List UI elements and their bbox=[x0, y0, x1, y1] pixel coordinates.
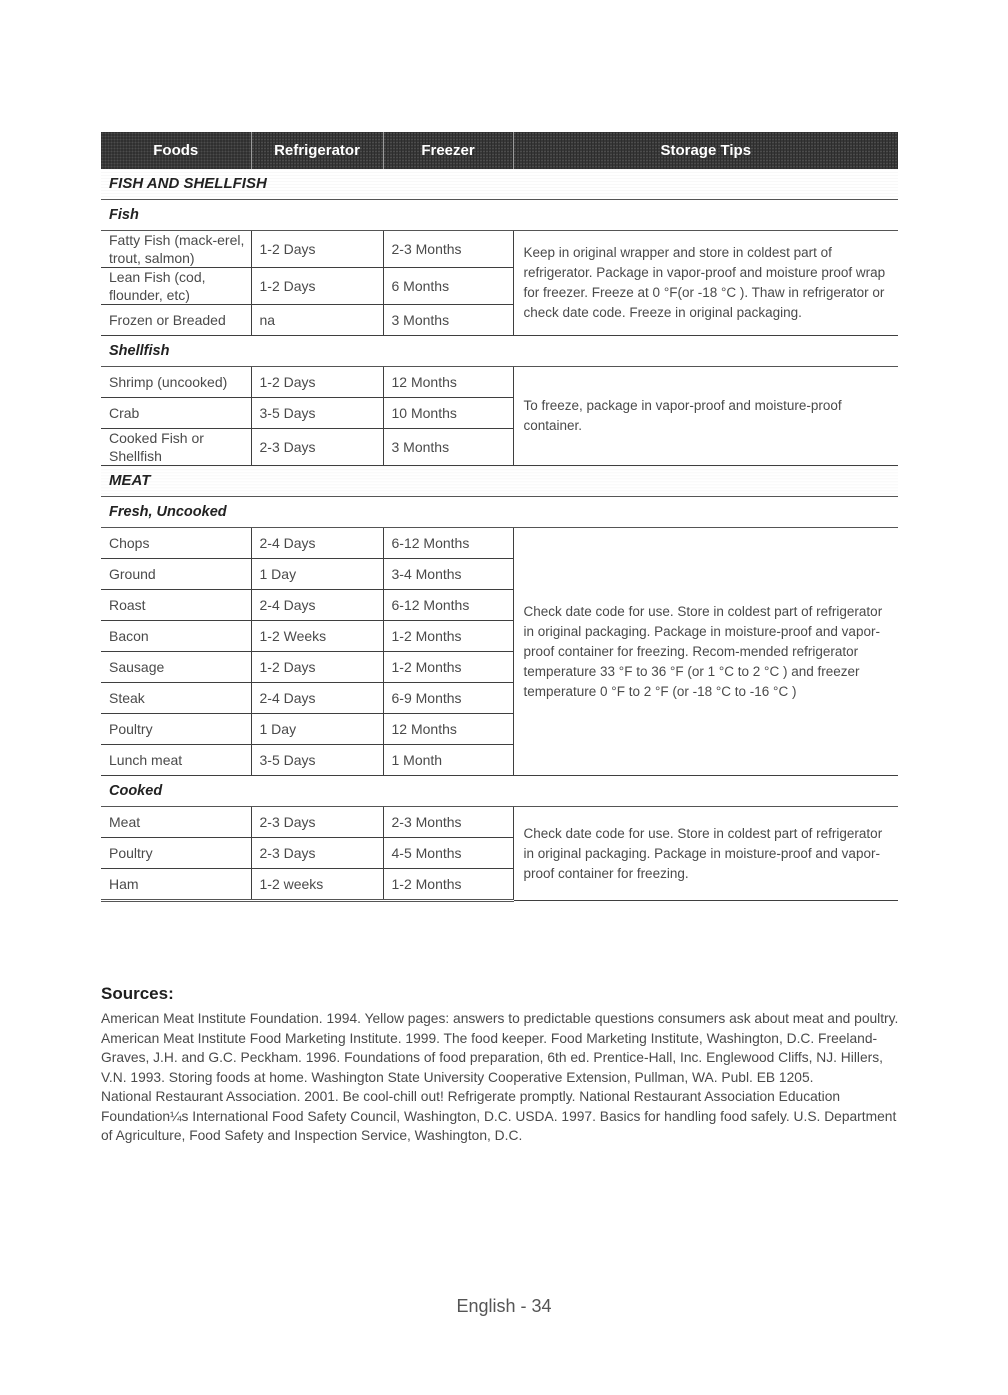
freezer-cell: 12 Months bbox=[383, 714, 513, 745]
food-cell: Lunch meat bbox=[101, 745, 251, 776]
refrigerator-cell: 1-2 Days bbox=[251, 231, 383, 268]
group-row bbox=[101, 336, 898, 367]
food-storage-table bbox=[101, 132, 898, 902]
refrigerator-cell: 1-2 Days bbox=[251, 652, 383, 683]
refrigerator-cell: na bbox=[251, 305, 383, 336]
freezer-cell: 6-12 Months bbox=[383, 590, 513, 621]
food-cell: Bacon bbox=[101, 621, 251, 652]
freezer-cell: 6-9 Months bbox=[383, 683, 513, 714]
freezer-cell: 6-12 Months bbox=[383, 528, 513, 559]
refrigerator-cell: 2-4 Days bbox=[251, 528, 383, 559]
freezer-cell: 1-2 Months bbox=[383, 621, 513, 652]
table-header-row bbox=[101, 132, 898, 169]
sources-paragraph: American Meat Institute Foundation. 1994. Yellow pages: answers to predictable questions consumers ask about meat and poultry. American Meat Institute Food Marketing Institute. 1999. The food keeper. Food Marketing Institute, Washington, D.C. Freeland-Graves, J.H. and G.C. Peckham. 1996. Foundations of food preparation, 6th ed. Prentice-Hall, Inc. Englewood Cliffs, NJ. Hillers, V.N. 1993. Storing foods at home. Washington State University Cooperative Extension, Pullman, WA. Publ. EB 1205. bbox=[101, 1011, 899, 1085]
refrigerator-cell: 1-2 Weeks bbox=[251, 621, 383, 652]
refrigerator-cell: 3-5 Days bbox=[251, 398, 383, 429]
food-cell: Poultry bbox=[101, 714, 251, 745]
group-row bbox=[101, 200, 898, 231]
header-storage-tips: Storage Tips bbox=[513, 132, 898, 169]
storage-tip-cell: Check date code for use. Store in coldest part of refrigerator in original packaging. Package in moisture-proof and vapor-proof container for freezing. Recom-mended refrigerator temperature 33 °F to 36 °F (or 1 °C to 2 °C ) and freezer temperature 0 °F to 2 °F (or -18 °C to -16 °C ) bbox=[513, 528, 898, 776]
food-cell: Meat bbox=[101, 807, 251, 838]
refrigerator-cell: 1 Day bbox=[251, 714, 383, 745]
food-cell: Ground bbox=[101, 559, 251, 590]
freezer-cell: 6 Months bbox=[383, 268, 513, 305]
freezer-cell: 10 Months bbox=[383, 398, 513, 429]
section-title-meat: MEAT bbox=[101, 466, 898, 497]
header-foods: Foods bbox=[101, 132, 251, 169]
freezer-cell: 12 Months bbox=[383, 367, 513, 398]
section-title-fish-and-shellfish: FISH AND SHELLFISH bbox=[101, 169, 898, 200]
group-title-shellfish: Shellfish bbox=[101, 336, 898, 367]
storage-tip-cell: Keep in original wrapper and store in coldest part of refrigerator. Package in vapor-proof and moisture proof wrap for freezer. Freeze at 0 °F(or -18 °C ). Thaw in refrigerator or check date code. Freeze in original packaging. bbox=[513, 231, 898, 336]
food-cell: Poultry bbox=[101, 838, 251, 869]
group-row bbox=[101, 776, 898, 807]
sources-heading: Sources: bbox=[101, 984, 174, 1003]
freezer-cell: 3-4 Months bbox=[383, 559, 513, 590]
food-cell: Chops bbox=[101, 528, 251, 559]
food-cell: Ham bbox=[101, 869, 251, 901]
refrigerator-cell: 3-5 Days bbox=[251, 745, 383, 776]
food-cell: Steak bbox=[101, 683, 251, 714]
table-row bbox=[101, 367, 898, 398]
food-cell: Shrimp (uncooked) bbox=[101, 367, 251, 398]
page-number: English - 34 bbox=[456, 1296, 552, 1316]
food-cell: Fatty Fish (mack-erel, trout, salmon) bbox=[101, 231, 251, 268]
header-refrigerator: Refrigerator bbox=[251, 132, 383, 169]
group-title-fresh-uncooked: Fresh, Uncooked bbox=[101, 497, 898, 528]
refrigerator-cell: 1-2 Days bbox=[251, 367, 383, 398]
table-row bbox=[101, 231, 898, 268]
sources-block bbox=[101, 984, 901, 1146]
storage-tip-cell: Check date code for use. Store in coldest part of refrigerator in original packaging. Package in moisture-proof and vapor-proof container for freezing. bbox=[513, 807, 898, 901]
refrigerator-cell: 1-2 weeks bbox=[251, 869, 383, 901]
freezer-cell: 4-5 Months bbox=[383, 838, 513, 869]
storage-tip-cell: To freeze, package in vapor-proof and moisture-proof container. bbox=[513, 367, 898, 466]
food-cell: Cooked Fish or Shellfish bbox=[101, 429, 251, 466]
freezer-cell: 1-2 Months bbox=[383, 869, 513, 901]
freezer-cell: 3 Months bbox=[383, 305, 513, 336]
sources-paragraph: National Restaurant Association. 2001. Be cool-chill out! Refrigerate promptly. National Restaurant Association Education Foundation¼s International Food Safety Council, Washington, D.C. USDA. 1997. Basics for handling food safely. U.S. Department of Agriculture, Food Safety and Inspection Service, Washington, D.C. bbox=[101, 1089, 897, 1143]
food-cell: Lean Fish (cod, flounder, etc) bbox=[101, 268, 251, 305]
refrigerator-cell: 1-2 Days bbox=[251, 268, 383, 305]
refrigerator-cell: 2-3 Days bbox=[251, 838, 383, 869]
table-row bbox=[101, 807, 898, 838]
refrigerator-cell: 2-3 Days bbox=[251, 807, 383, 838]
group-title-fish: Fish bbox=[101, 200, 898, 231]
section-row bbox=[101, 466, 898, 497]
freezer-cell: 3 Months bbox=[383, 429, 513, 466]
freezer-cell: 1 Month bbox=[383, 745, 513, 776]
refrigerator-cell: 2-4 Days bbox=[251, 590, 383, 621]
refrigerator-cell: 2-3 Days bbox=[251, 429, 383, 466]
food-cell: Frozen or Breaded bbox=[101, 305, 251, 336]
freezer-cell: 2-3 Months bbox=[383, 231, 513, 268]
section-row bbox=[101, 169, 898, 200]
food-cell: Sausage bbox=[101, 652, 251, 683]
group-row bbox=[101, 497, 898, 528]
food-cell: Crab bbox=[101, 398, 251, 429]
header-freezer: Freezer bbox=[383, 132, 513, 169]
food-cell: Roast bbox=[101, 590, 251, 621]
refrigerator-cell: 1 Day bbox=[251, 559, 383, 590]
group-title-cooked: Cooked bbox=[101, 776, 898, 807]
freezer-cell: 1-2 Months bbox=[383, 652, 513, 683]
refrigerator-cell: 2-4 Days bbox=[251, 683, 383, 714]
freezer-cell: 2-3 Months bbox=[383, 807, 513, 838]
table-row bbox=[101, 528, 898, 559]
